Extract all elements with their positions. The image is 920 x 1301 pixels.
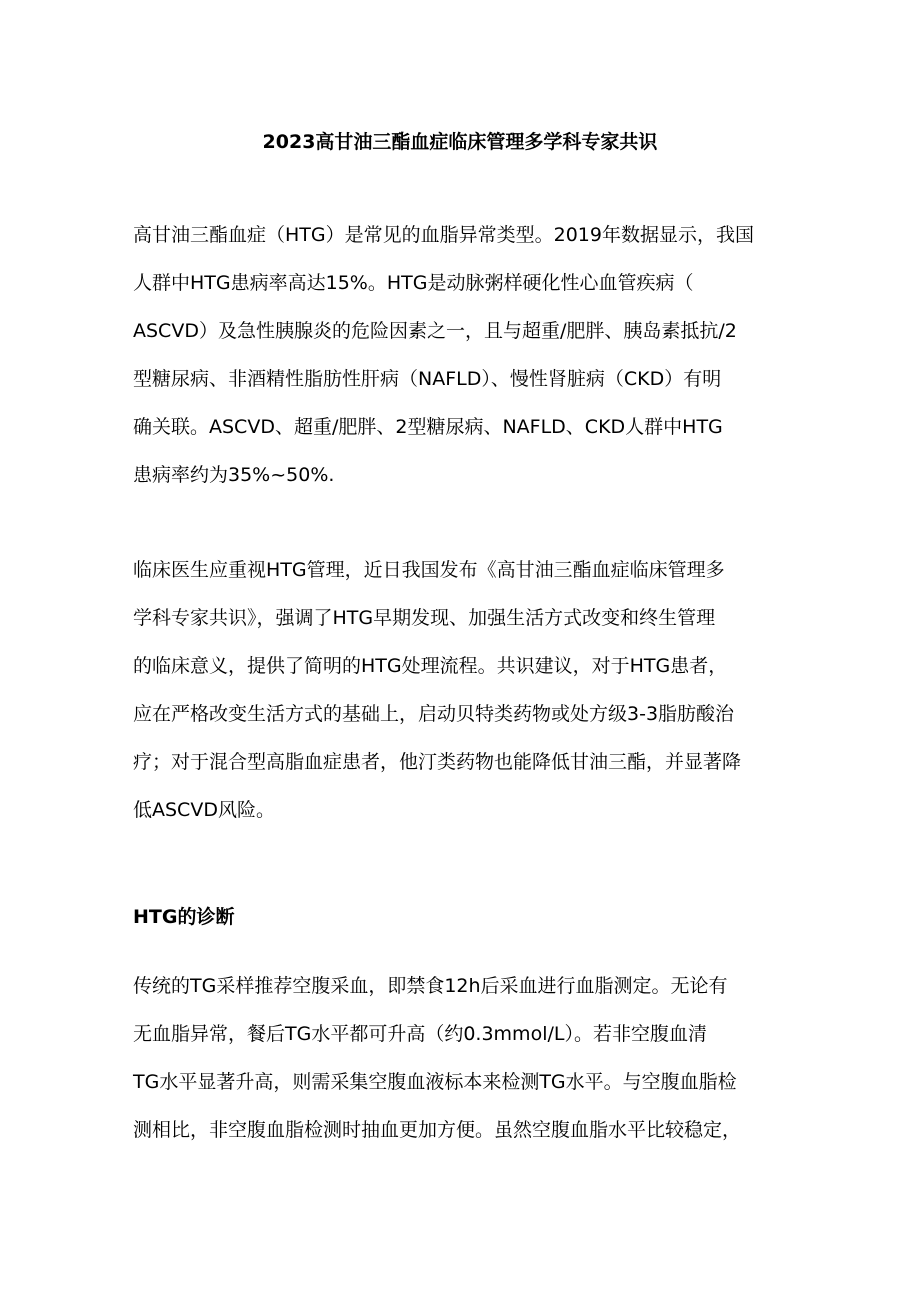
text-line: 确关联。ASCVD、超重/肥胖、2型糖尿病、NAFLD、CKD人群中HTG	[133, 416, 723, 438]
text-line: 的临床意义，提供了简明的HTG处理流程。共识建议，对于HTG患者，	[133, 655, 728, 677]
text-line: TG水平显著升高，则需采集空腹血液标本来检测TG水平。与空腹血脂检	[133, 1071, 737, 1093]
text-line: 临床医生应重视HTG管理，近日我国发布《高甘油三酯血症临床管理多	[133, 559, 725, 581]
text-line: 疗；对于混合型高脂血症患者，他汀类药物也能降低甘油三酯，并显著降	[133, 751, 742, 773]
paragraph-clinical-management	[133, 546, 793, 834]
document-title: 2023高甘油三酯血症临床管理多学科专家共识	[262, 131, 658, 153]
text-line: 应在严格改变生活方式的基础上，启动贝特类药物或处方级3-3脂肪酸治	[133, 703, 735, 725]
section-heading-diagnosis: HTG的诊断	[133, 906, 235, 928]
text-line: 测相比，非空腹血脂检测时抽血更加方便。虽然空腹血脂水平比较稳定，	[133, 1119, 742, 1141]
text-line: 低ASCVD风险。	[133, 799, 275, 821]
text-line: 型糖尿病、非酒精性脂肪性肝病（NAFLD）、慢性肾脏病（CKD）有明	[133, 368, 722, 390]
paragraph-htg-overview	[133, 211, 793, 499]
paragraph-diagnosis	[133, 962, 793, 1154]
text-line: 人群中HTG患病率高达15%。HTG是动脉粥样硬化性心血管疾病（	[133, 272, 694, 294]
text-line: 学科专家共识》，强调了HTG早期发现、加强生活方式改变和终生管理	[133, 607, 716, 629]
text-line: 患病率约为35%~50%.	[133, 464, 335, 486]
text-line: 传统的TG采样推荐空腹采血，即禁食12h后采血进行血脂测定。无论有	[133, 975, 728, 997]
text-line: ASCVD）及急性胰腺炎的危险因素之一，且与超重/肥胖、胰岛素抵抗/2	[133, 320, 737, 342]
text-line: 无血脂异常，餐后TG水平都可升高（约0.3mmol/L）。若非空腹血清	[133, 1023, 707, 1045]
text-line: 高甘油三酯血症（HTG）是常见的血脂异常类型。2019年数据显示，我国	[133, 224, 754, 246]
